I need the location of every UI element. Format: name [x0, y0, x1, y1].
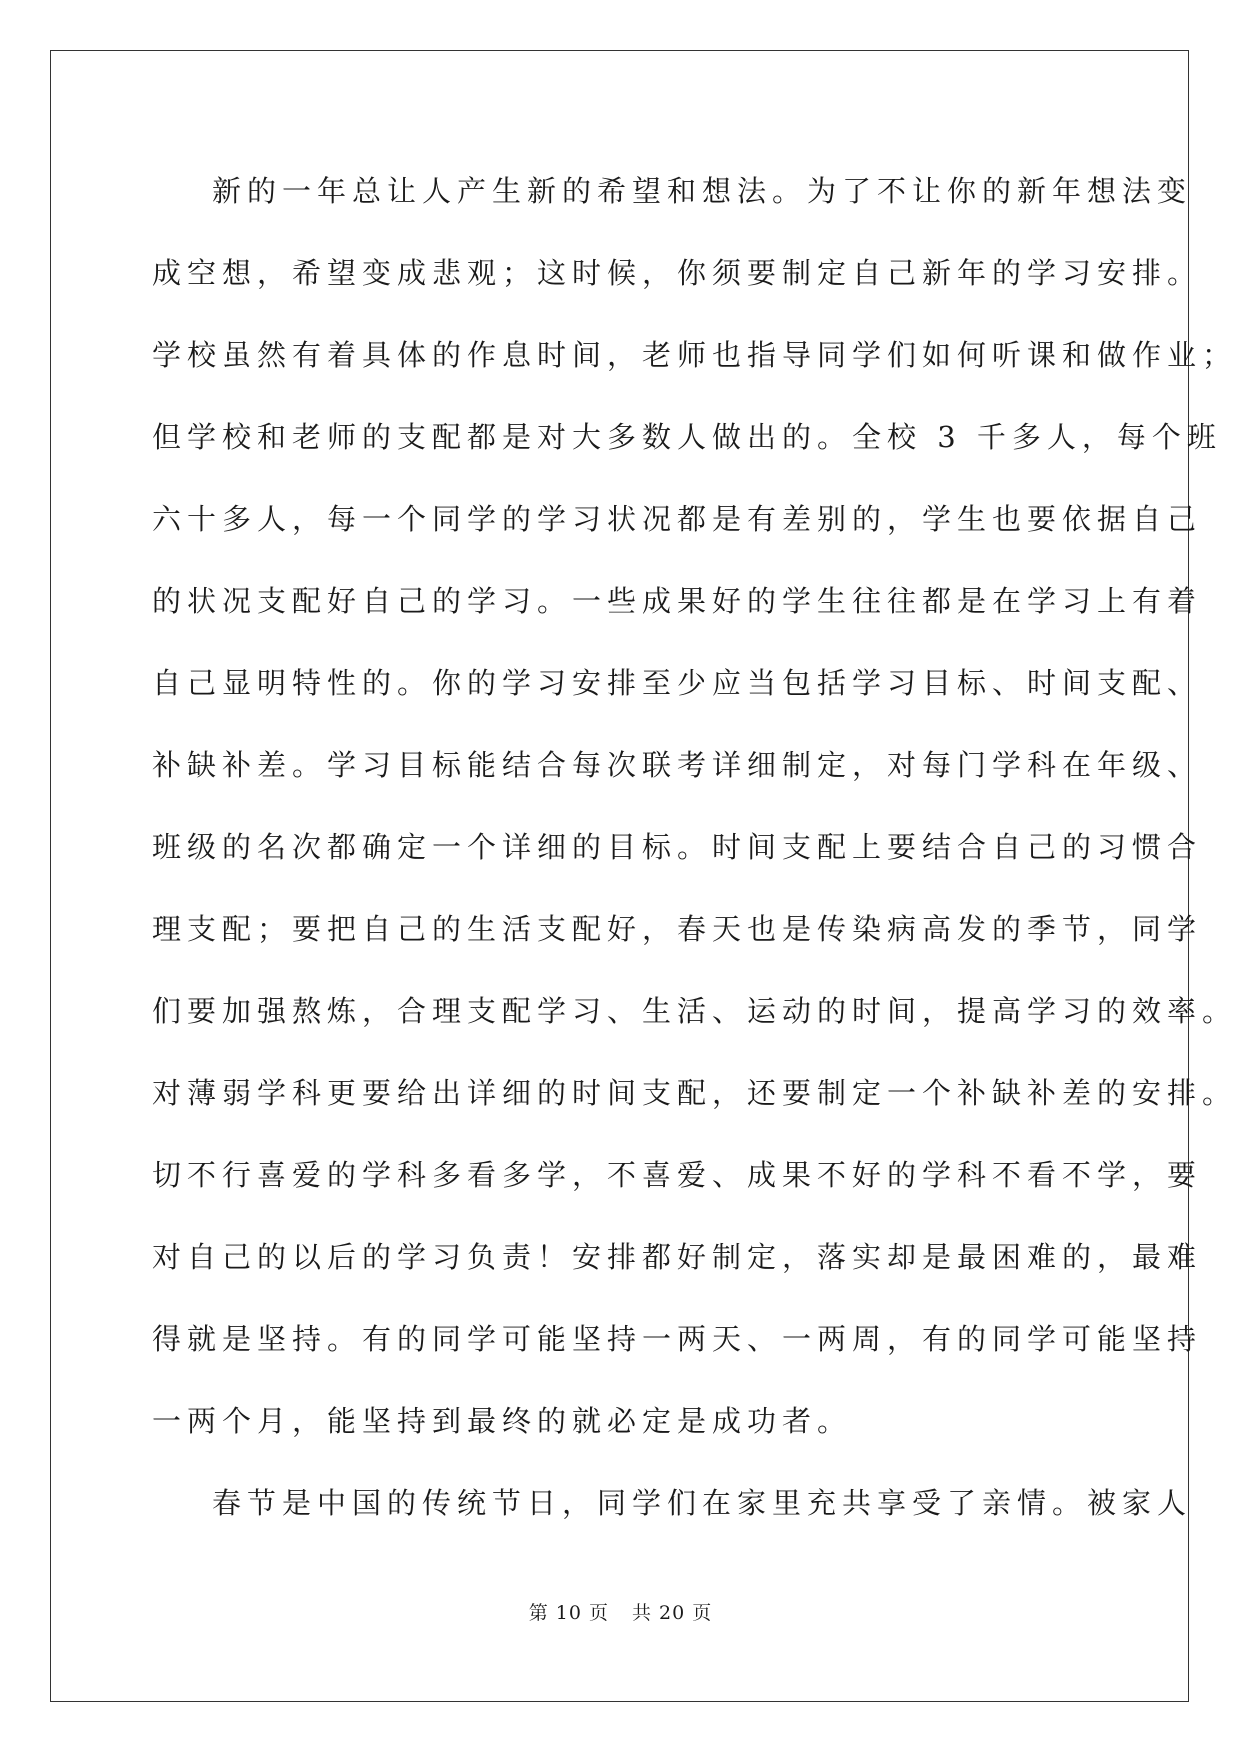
paragraph-1-line-6: 的状况支配好自己的学习。一些成果好的学生往往都是在学习上有着: [152, 584, 1203, 618]
paragraph-1-line-15: 得就是坚持。有的同学可能坚持一两天、一两周，有的同学可能坚持: [152, 1322, 1203, 1356]
document-body: [152, 160, 1238, 1554]
paragraph-1-line-4: 但学校和老师的支配都是对大多数人做出的。全校 3 千多人，每个班: [152, 420, 1222, 454]
paragraph-1-line-10: 理支配；要把自己的生活支配好，春天也是传染病高发的季节，同学: [152, 912, 1203, 946]
paragraph-1-line-1: 新的一年总让人产生新的希望和想法。为了不让你的新年想法变: [212, 174, 1193, 208]
paragraph-1-line-14: 对自己的以后的学习负责！安排都好制定，落实却是最困难的，最难: [152, 1240, 1203, 1274]
paragraph-1-line-3: 学校虽然有着具体的作息时间，老师也指导同学们如何听课和做作业；: [152, 338, 1238, 372]
page-number: 第 10 页: [528, 1602, 609, 1624]
paragraph-1-line-2: 成空想，希望变成悲观；这时候，你须要制定自己新年的学习安排。: [152, 256, 1203, 290]
page-total: 共 20 页: [632, 1602, 713, 1624]
paragraph-1-line-13: 切不行喜爱的学科多看多学，不喜爱、成果不好的学科不看不学，要: [152, 1158, 1203, 1192]
paragraph-1-line-11: 们要加强熬炼，合理支配学习、生活、运动的时间，提高学习的效率。: [152, 994, 1238, 1028]
paragraph-1-line-9: 班级的名次都确定一个详细的目标。时间支配上要结合自己的习惯合: [152, 830, 1203, 864]
paragraph-1-line-12: 对薄弱学科更要给出详细的时间支配，还要制定一个补缺补差的安排。: [152, 1076, 1238, 1110]
page-footer: [0, 1598, 1241, 1625]
paragraph-1-line-8: 补缺补差。学习目标能结合每次联考详细制定，对每门学科在年级、: [152, 748, 1203, 782]
paragraph-1-line-16: 一两个月，能坚持到最终的就必定是成功者。: [152, 1404, 853, 1438]
paragraph-2-line-1: 春节是中国的传统节日，同学们在家里充共享受了亲情。被家人: [212, 1486, 1193, 1520]
paragraph-1-line-5: 六十多人，每一个同学的学习状况都是有差别的，学生也要依据自己: [152, 502, 1203, 536]
paragraph-1-line-7: 自己显明特性的。你的学习安排至少应当包括学习目标、时间支配、: [152, 666, 1203, 700]
